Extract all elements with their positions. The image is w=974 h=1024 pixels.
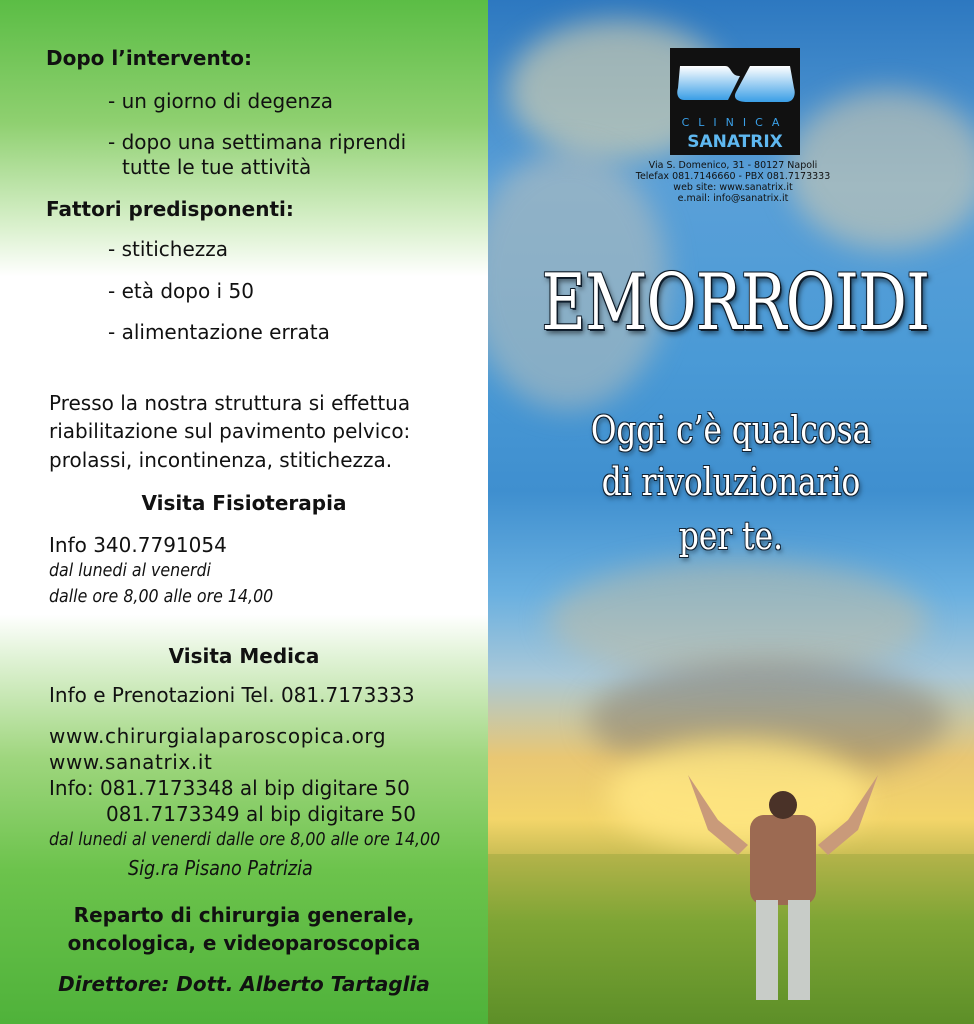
- clinic-email: e.mail: info@sanatrix.it: [677, 193, 789, 204]
- cover-title: EMORROIDI: [541, 258, 930, 348]
- after-item: - dopo una settimana riprendi: [108, 130, 407, 154]
- clinic-address: Via S. Domenico, 31 - 80127 Napoli: [648, 160, 818, 171]
- clinic-phone: Telefax 081.7146660 - PBX 081.7173333: [635, 171, 831, 182]
- logo-clinica-text: CLINICA: [681, 116, 789, 129]
- logo-name-text: SANATRIX: [687, 132, 783, 152]
- clinic-website: web site: www.sanatrix.it: [673, 182, 793, 193]
- after-item: tutte le tue attività: [122, 155, 312, 179]
- factor-item: - età dopo i 50: [108, 279, 254, 303]
- rehab-text: prolassi, incontinenza, stitichezza.: [49, 448, 393, 472]
- cover-subtitle: di rivoluzionario: [601, 460, 861, 504]
- clinic-logo: [670, 48, 800, 155]
- website-link[interactable]: www.chirurgialaparoscopica.org: [49, 724, 387, 748]
- physio-days: dal lunedi al venerdi: [49, 560, 211, 581]
- after-surgery-heading: Dopo l’intervento:: [46, 46, 253, 70]
- factor-item: - alimentazione errata: [108, 320, 330, 344]
- rehab-text: riabilitazione sul pavimento pelvico:: [49, 419, 411, 443]
- website-link[interactable]: www.sanatrix.it: [49, 750, 213, 774]
- medical-heading: Visita Medica: [168, 644, 320, 668]
- info-phone: 081.7173349 al bip digitare 50: [106, 802, 416, 826]
- physio-heading: Visita Fisioterapia: [141, 491, 347, 515]
- logo-wave-icon: [670, 48, 800, 118]
- schedule-text: dal lunedi al venerdi dalle ore 8,00 alle ore 14,00: [49, 829, 441, 850]
- info-phone: Info: 081.7173348 al bip digitare 50: [49, 776, 410, 800]
- physio-hours: dalle ore 8,00 alle ore 14,00: [49, 586, 274, 607]
- cover-subtitle: per te.: [678, 514, 784, 558]
- person-figure: [678, 760, 888, 1020]
- factor-item: - stitichezza: [108, 237, 229, 261]
- medical-phone: Info e Prenotazioni Tel. 081.7173333: [49, 683, 415, 707]
- cover-subtitle: Oggi c’è qualcosa: [590, 408, 872, 452]
- department-line: oncologica, e videoparoscopica: [67, 931, 421, 955]
- director-name: Direttore: Dott. Alberto Tartaglia: [58, 972, 430, 996]
- rehab-text: Presso la nostra struttura si effettua: [49, 391, 411, 415]
- factors-heading: Fattori predisponenti:: [46, 197, 294, 221]
- after-item: - un giorno di degenza: [108, 89, 333, 113]
- physio-phone: Info 340.7791054: [49, 533, 227, 557]
- cover-panel: [488, 0, 974, 1024]
- department-line: Reparto di chirurgia generale,: [73, 903, 415, 927]
- contact-person: Sig.ra Pisano Patrizia: [128, 856, 313, 880]
